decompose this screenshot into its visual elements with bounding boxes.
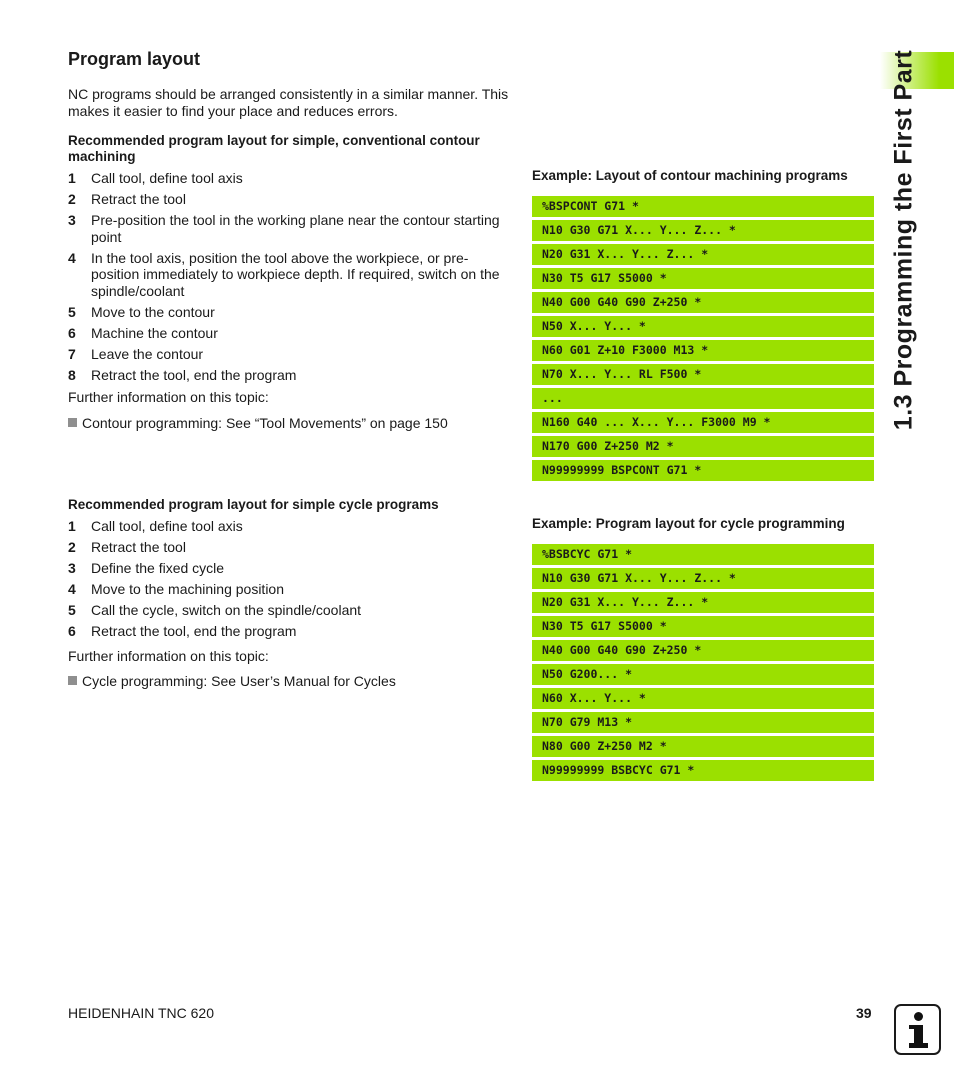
- contour-reference-item: Contour programming: See “Tool Movements” on page 150: [68, 415, 448, 432]
- step-item: [68, 367, 513, 384]
- step-number: 1: [68, 170, 76, 186]
- step-item: [68, 304, 513, 321]
- code-line: N10 G30 G71 X... Y... Z... *: [532, 568, 874, 589]
- code-line: N20 G31 X... Y... Z... *: [532, 592, 874, 613]
- step-number: 3: [68, 560, 76, 576]
- step-item: [68, 518, 513, 535]
- code-line: %BSBCYC G71 *: [532, 544, 874, 565]
- step-number: 6: [68, 623, 76, 639]
- step-item: [68, 212, 513, 245]
- step-text: Leave the contour: [91, 345, 204, 362]
- step-number: 1: [68, 518, 76, 534]
- code-line: N60 G01 Z+10 F3000 M13 *: [532, 340, 874, 361]
- step-item: [68, 602, 513, 619]
- cycle-steps-list: [68, 518, 513, 644]
- code-line: N50 G200... *: [532, 664, 874, 685]
- step-text: Move to the machining position: [91, 581, 284, 597]
- code-line: N40 G00 G40 G90 Z+250 *: [532, 292, 874, 313]
- contour-example-code: [532, 196, 874, 484]
- step-number: 5: [68, 602, 76, 618]
- step-text: Retract the tool, end the program: [91, 366, 297, 383]
- code-line: N20 G31 X... Y... Z... *: [532, 244, 874, 265]
- square-bullet-icon: [68, 676, 77, 685]
- step-number: 5: [68, 303, 76, 320]
- step-text: Move to the contour: [91, 303, 215, 320]
- code-line: N80 G00 Z+250 M2 *: [532, 736, 874, 757]
- step-text: In the tool axis, position the tool above the workpiece, or pre-position immediately to workpiece depth. If required, switch on the spindle/coolant: [91, 249, 500, 299]
- step-item: [68, 623, 513, 640]
- page-title: Program layout: [68, 49, 201, 69]
- step-number: 6: [68, 324, 76, 341]
- step-text: Machine the contour: [91, 324, 218, 341]
- code-line: %BSPCONT G71 *: [532, 196, 874, 217]
- step-item: [68, 325, 513, 342]
- contour-example-heading: Example: Layout of contour machining programs: [532, 168, 848, 183]
- step-item: [68, 539, 513, 556]
- step-number: 8: [68, 366, 76, 383]
- square-bullet-icon: [68, 418, 77, 427]
- step-item: [68, 170, 513, 187]
- step-text: Retract the tool, end the program: [91, 623, 297, 639]
- step-number: 7: [68, 345, 76, 362]
- page-number: 39: [856, 1005, 872, 1021]
- step-text: Pre-position the tool in the working plane near the contour starting point: [91, 212, 500, 245]
- cycle-example-heading: Example: Program layout for cycle programming: [532, 516, 845, 531]
- code-line: N30 T5 G17 S5000 *: [532, 268, 874, 289]
- step-item: [68, 560, 513, 577]
- step-item: [68, 191, 513, 208]
- step-number: 4: [68, 249, 76, 266]
- step-text: Call tool, define tool axis: [91, 518, 243, 534]
- cycle-further-info: Further information on this topic:: [68, 648, 269, 664]
- cycle-example-code: [532, 544, 874, 784]
- code-line: N10 G30 G71 X... Y... Z... *: [532, 220, 874, 241]
- step-text: Retract the tool: [91, 539, 186, 555]
- step-text: Call tool, define tool axis: [91, 170, 243, 186]
- code-line: N70 X... Y... RL F500 *: [532, 364, 874, 385]
- code-line: N30 T5 G17 S5000 *: [532, 616, 874, 637]
- step-number: 2: [68, 191, 76, 207]
- code-line: N40 G00 G40 G90 Z+250 *: [532, 640, 874, 661]
- code-line: N160 G40 ... X... Y... F3000 M9 *: [532, 412, 874, 433]
- step-text: Retract the tool: [91, 191, 186, 207]
- cycle-reference-item: Cycle programming: See User’s Manual for Cycles: [68, 673, 396, 690]
- contour-steps-list: [68, 170, 513, 388]
- footer-manual-name: HEIDENHAIN TNC 620: [68, 1005, 215, 1021]
- code-line: N99999999 BSBCYC G71 *: [532, 760, 874, 781]
- step-number: 4: [68, 581, 76, 597]
- info-icon: [894, 1004, 941, 1055]
- step-number: 3: [68, 212, 76, 228]
- code-line: ...: [532, 388, 874, 409]
- step-item: [68, 581, 513, 598]
- code-line: N50 X... Y... *: [532, 316, 874, 337]
- code-line: N70 G79 M13 *: [532, 712, 874, 733]
- step-text: Call the cycle, switch on the spindle/coolant: [91, 602, 362, 618]
- code-line: N60 X... Y... *: [532, 688, 874, 709]
- intro-paragraph: NC programs should be arranged consistently in a similar manner. This makes it easier to find your place and reduces errors.: [68, 86, 509, 119]
- cycle-section-heading: Recommended program layout for simple cycle programs: [68, 497, 439, 512]
- code-line: N99999999 BSPCONT G71 *: [532, 460, 874, 481]
- contour-section-heading: Recommended program layout for simple, conventional contour machining: [68, 133, 480, 164]
- contour-further-info: Further information on this topic:: [68, 389, 269, 405]
- step-number: 2: [68, 539, 76, 555]
- step-text: Define the fixed cycle: [91, 560, 225, 576]
- step-item: [68, 250, 513, 300]
- step-item: [68, 346, 513, 363]
- code-line: N170 G00 Z+250 M2 *: [532, 436, 874, 457]
